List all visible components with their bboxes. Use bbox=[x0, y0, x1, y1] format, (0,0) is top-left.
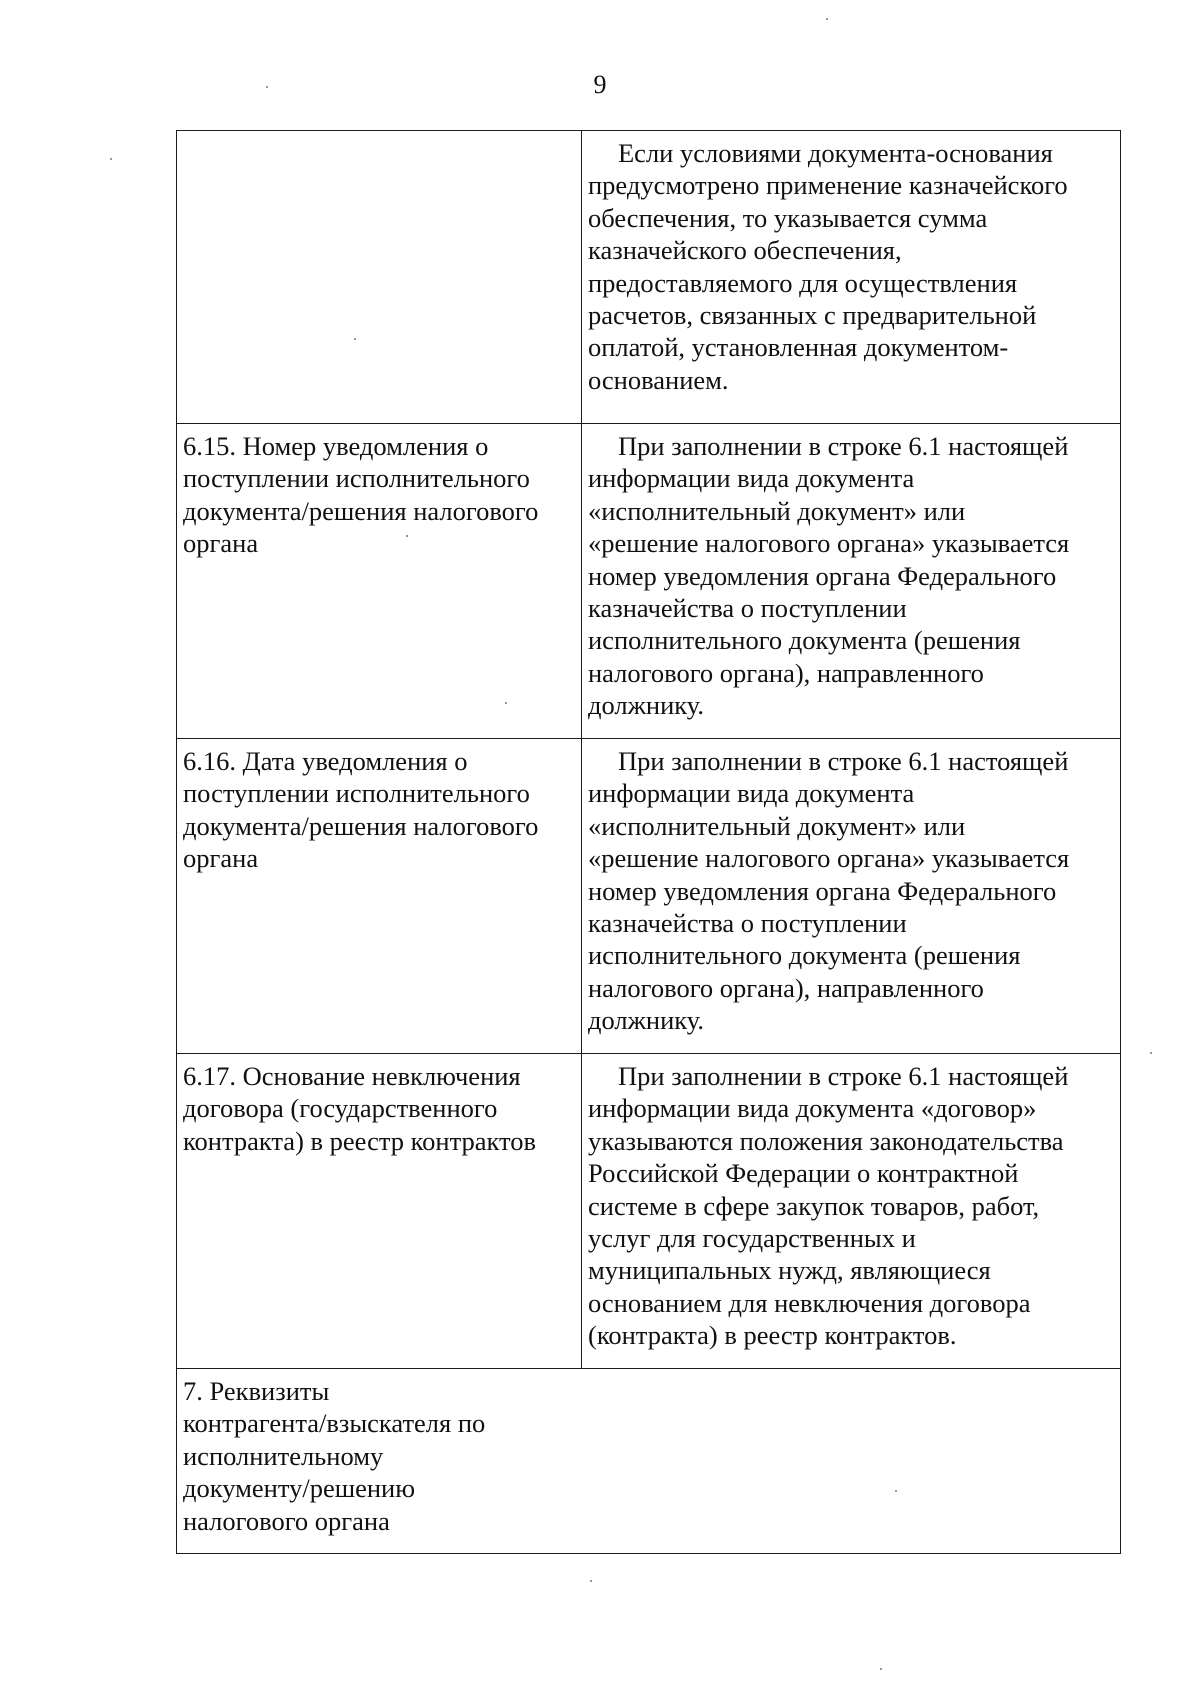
section-row bbox=[177, 1369, 1121, 1554]
field-name-cell bbox=[177, 424, 582, 739]
field-name-cell bbox=[177, 131, 582, 424]
field-description: При заполнении в строке 6.1 настоящей информации вида документа «исполнительный документ» или «решение налогового органа» указывается номер уведомления органа Федерального казначейства о поступлении исполнительного документа (решения налогового органа), направленного должнику. bbox=[588, 746, 1070, 1036]
page-number: 9 bbox=[593, 70, 607, 99]
scan-speck bbox=[895, 1490, 897, 1492]
scan-speck bbox=[880, 1668, 882, 1670]
table-row bbox=[177, 131, 1121, 424]
field-description-cell bbox=[582, 424, 1121, 739]
scan-speck bbox=[505, 702, 507, 704]
scan-speck bbox=[1150, 1052, 1152, 1054]
section-title-cell bbox=[177, 1369, 1121, 1554]
field-name: 6.15. Номер уведомления о поступлении исполнительного документа/решения налогового органа bbox=[183, 431, 539, 559]
table-row bbox=[177, 739, 1121, 1054]
scan-speck bbox=[266, 86, 268, 88]
section-title: 7. Реквизиты контрагента/взыскателя по исполнительному документу/решению налогового органа bbox=[183, 1376, 486, 1536]
field-name-cell bbox=[177, 1054, 582, 1369]
table-row bbox=[177, 1054, 1121, 1369]
field-description: Если условиями документа-основания предусмотрено применение казначейского обеспечения, то указывается сумма казначейского обеспечения, предоставляемого для осуществления расчетов, связанных с предварительной оплатой, установленная документом- основанием. bbox=[588, 138, 1068, 395]
field-description-cell bbox=[582, 1054, 1121, 1369]
requisites-table bbox=[176, 130, 1121, 1554]
field-description-cell bbox=[582, 739, 1121, 1054]
table-row bbox=[177, 424, 1121, 739]
field-name: 6.17. Основание невключения договора (государственного контракта) в реестр контрактов bbox=[183, 1061, 537, 1156]
field-name-cell bbox=[177, 739, 582, 1054]
field-name: 6.16. Дата уведомления о поступлении исполнительного документа/решения налогового органа bbox=[183, 746, 539, 874]
field-description: При заполнении в строке 6.1 настоящей информации вида документа «исполнительный документ» или «решение налогового органа» указывается номер уведомления органа Федерального казначейства о поступлении исполнительного документа (решения налогового органа), направленного должнику. bbox=[588, 431, 1070, 721]
scan-speck bbox=[590, 1580, 592, 1582]
scan-speck bbox=[110, 158, 112, 160]
field-description-cell bbox=[582, 131, 1121, 424]
scan-speck bbox=[406, 535, 408, 537]
scan-speck bbox=[826, 18, 828, 20]
scan-speck bbox=[354, 338, 356, 340]
field-description: При заполнении в строке 6.1 настоящей информации вида документа «договор» указываются положения законодательства Российской Федерации о контрактной системе в сфере закупок товаров, работ, услуг для государственных и муниципальных нужд, являющиеся основанием для невключения договора (контракта) в реестр контрактов. bbox=[588, 1061, 1069, 1351]
